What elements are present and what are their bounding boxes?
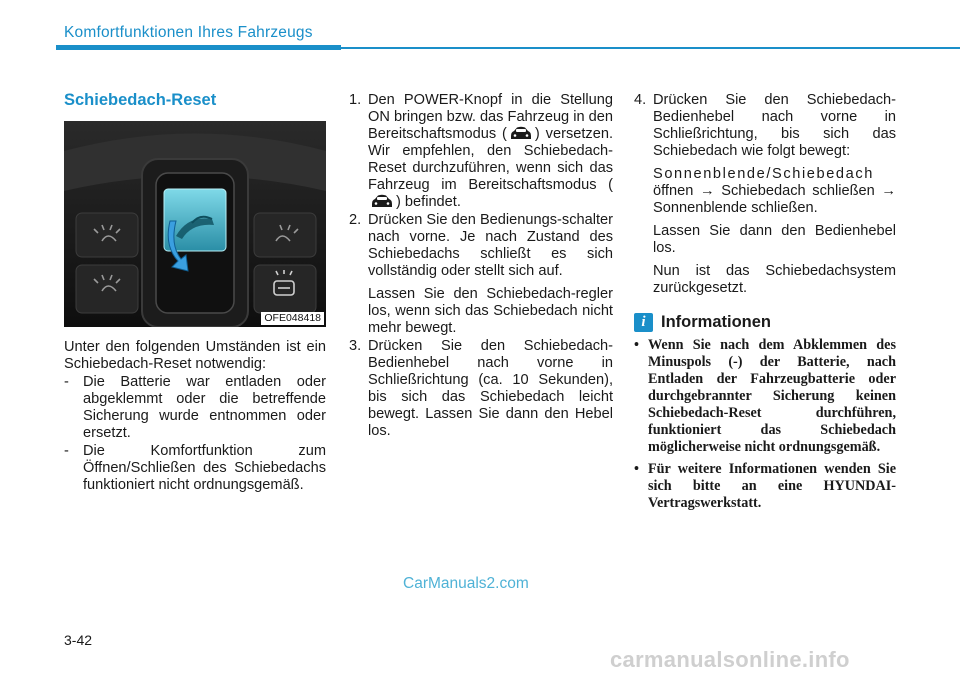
header-rule-thick [56,45,341,50]
list-item: • Für weitere Informationen wenden Sie sich bitte an eine HYUNDAI-Vertragswerkstatt. [634,461,896,511]
column-right [634,92,896,512]
section-title: Schiebedach-Reset [64,91,217,109]
watermark-link[interactable]: CarManuals2.com [403,575,529,592]
column-left [64,92,326,494]
ready-mode-car-icon [508,126,534,141]
footer-watermark: carmanualsonline.info [610,647,850,672]
step-2: 2. Drücken Sie den Bedienungs-schalter nach vorne. Je nach Zustand des Schiebedachs schließt es sich vollständig oder stellt sich auf. Lassen Sie den Schiebedach-regler los, wenn sich das Schiebedach nicht mehr bewegt. [349,212,613,336]
info-icon: i [634,313,653,332]
page-number: 3-42 [64,632,93,648]
info-heading [634,313,896,332]
ready-mode-car-icon [369,194,395,209]
header-rule-thin [341,47,960,49]
sunroof-switch-illustration [64,121,326,327]
header-section-title: Komfortfunktionen Ihres Fahrzeugs [64,24,313,41]
intro-text: Unter den folgenden Umständen ist ein Schiebedach-Reset notwendig: [64,339,326,372]
list-item: • Wenn Sie nach dem Abklemmen des Minuspols (-) der Batterie, nach Entladen der Fahrzeugbatterie oder durchgebrannter Sicherung keinen Schiebedach-Reset durchführen, funktioniert das Schiebedach möglicherweise nicht ordnungsgemäß. [634,337,896,455]
step-3: 3. Drücken Sie den Schiebedach-Bedienhebel nach vorne in Schließrichtung (ca. 10 Sekunden), bis sich das Schiebedach leicht bewegt. Lassen Sie dann den Hebel los. [349,338,613,439]
step-4: 4. Drücken Sie den Schiebedach-Bedienhebel nach vorne in Schließrichtung, bis sich das Schiebedach wie folgt bewegt: Sonnenblende/Schiebedach öffnen → Schiebedach schließen → Sonnenblende schließen. Lassen Sie dann den Bedienhebel los. Nun ist das Schiebedachsystem zurückgesetzt. [634,92,896,296]
column-middle [349,92,613,440]
list-item: - Die Batterie war entladen oder abgeklemmt oder die betreffende Sicherung wurde entnommen oder ersetzt. [64,374,326,441]
step-1: 1. Den POWER-Knopf in die Stellung ON bringen bzw. das Fahrzeug in den Bereitschaftsmodus ( ) versetzen. Wir empfehlen, den Schiebedach-Reset durchzuführen, wenn sich das Fahrzeug im Bereitschaftsmodus () befindet. [349,92,613,210]
sunroof-switch-photo [64,121,326,327]
list-item: - Die Komfortfunktion zum Öffnen/Schließen des Schiebedachs funktioniert nicht ordnungsgemäß. [64,443,326,493]
info-title: Informationen [661,313,771,331]
figure-code: OFE048418 [261,312,324,325]
